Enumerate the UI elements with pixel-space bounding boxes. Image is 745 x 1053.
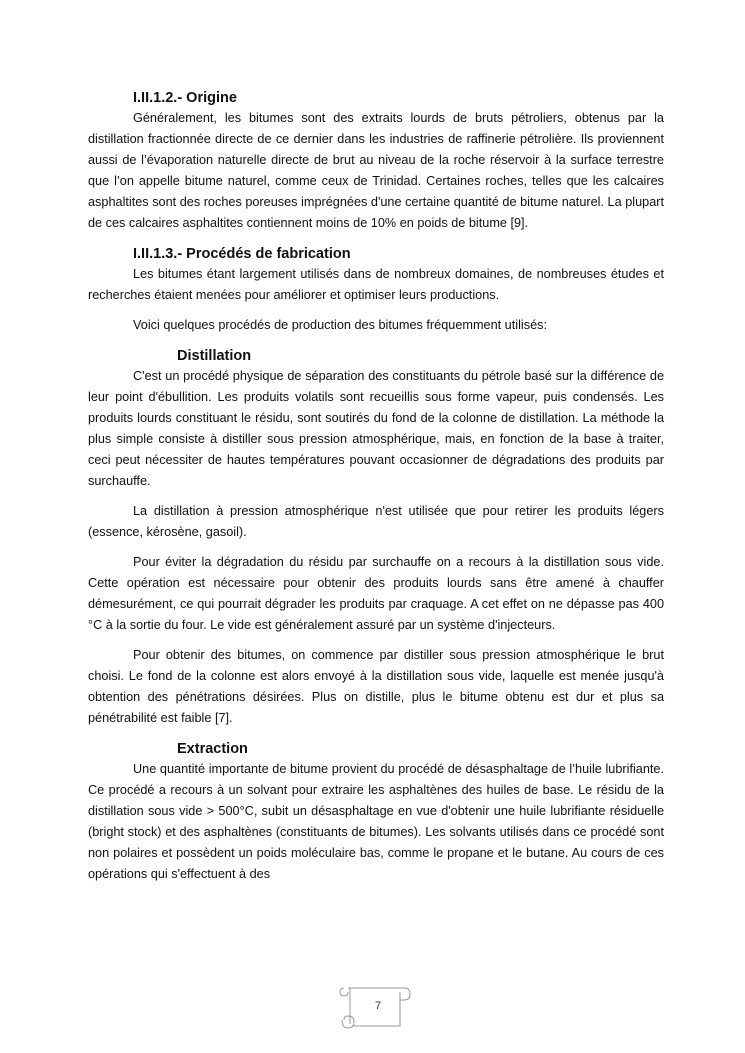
paragraph-extraction: Une quantité importante de bitume provient du procédé de désasphaltage de l’huile lubrifiante. Ce procédé a recours à un solvant pour extraire les asphaltènes des huiles de base. Le résidu de la distillation sous vide > 500°C, subit un désasphaltage en vue d'obtenir une huile lubrifiante résiduelle (bright stock) et des asphaltènes (constituants de bitumes). Les solvants utilisés dans ce procédé sont non polaires et possèdent un poids moléculaire bas, comme le propane et le butane. Au cours de ces opérations qui s'effectuent à des: [88, 762, 664, 881]
heading-extraction: Extraction: [177, 741, 248, 757]
paragraph-distillation-3: Pour éviter la dégradation du résidu par surchauffe on a recours à la distillation sous vide. Cette opération est nécessaire pour obtenir des produits lourds sans être amené à chauffer démesurément, ce qui pourrait dégrader les produits par craquage. A cet effet on ne dépasse pas 400 °C à la sortie du four. Le vide est généralement assuré par un système d'injecteurs.: [88, 555, 664, 632]
document-page: [88, 88, 664, 885]
page-number: 7: [374, 1000, 382, 1012]
paragraph-distillation-4: Pour obtenir des bitumes, on commence par distiller sous pression atmosphérique le brut choisi. Le fond de la colonne est alors envoyé à la distillation sous vide, laquelle est menée jusqu'à obtention des pénétrations désirées. Plus on distille, plus le bitume obtenu est dur et plus sa pénétrabilité est faible [7].: [88, 648, 664, 725]
paragraph-origine: Généralement, les bitumes sont des extraits lourds de bruts pétroliers, obtenus par la distillation fractionnée directe de ce dernier dans les industries de raffinerie pétrolière. Ils proviennent aussi de l’évaporation naturelle directe de brut au niveau de la roche réservoir à la surface terrestre que l’on appelle bitume naturel, comme ceux de Trinidad. Certaines roches, telles que les calcaires asphaltites sont des roches poreuses imprégnées d'une certaine quantité de bitume naturel. La plupart de ces calcaires asphaltites contiennent moins de 10% en poids de bitume [9].: [88, 111, 664, 230]
spacer: [88, 636, 664, 645]
paragraph-procedes-list-intro: Voici quelques procédés de production des bitumes fréquemment utilisés:: [133, 318, 547, 332]
paragraph-distillation-1: C'est un procédé physique de séparation des constituants du pétrole basé sur la différence de leur point d'ébullition. Les produits volatils sont recueillis sous forme vapeur, puis condensés. Les produits lourds constituant le résidu, sont soutirés du fond de la colonne de distillation. La méthode la plus simple consiste à distiller sous pression atmosphérique, mais, en fonction de la base à traiter, ceci peut nécessiter de hautes températures pouvant occasionner de dégradations des produits par surchauffe.: [88, 369, 664, 488]
heading-distillation: Distillation: [177, 348, 252, 364]
heading-origine: I.II.1.2.- Origine: [133, 90, 237, 106]
spacer: [88, 336, 664, 346]
spacer: [88, 543, 664, 552]
paragraph-distillation-2: La distillation à pression atmosphérique n'est utilisée que pour retirer les produits légers (essence, kérosène, gasoil).: [88, 504, 664, 539]
paragraph-procedes-intro: Les bitumes étant largement utilisés dans de nombreux domaines, de nombreuses études et recherches étaient menées pour améliorer et optimiser leurs productions.: [88, 267, 664, 302]
page-footer: [338, 980, 412, 1032]
heading-procedes: I.II.1.3.- Procédés de fabrication: [133, 246, 351, 262]
spacer: [88, 729, 664, 739]
spacer: [88, 234, 664, 244]
spacer: [88, 492, 664, 501]
spacer: [88, 306, 664, 315]
